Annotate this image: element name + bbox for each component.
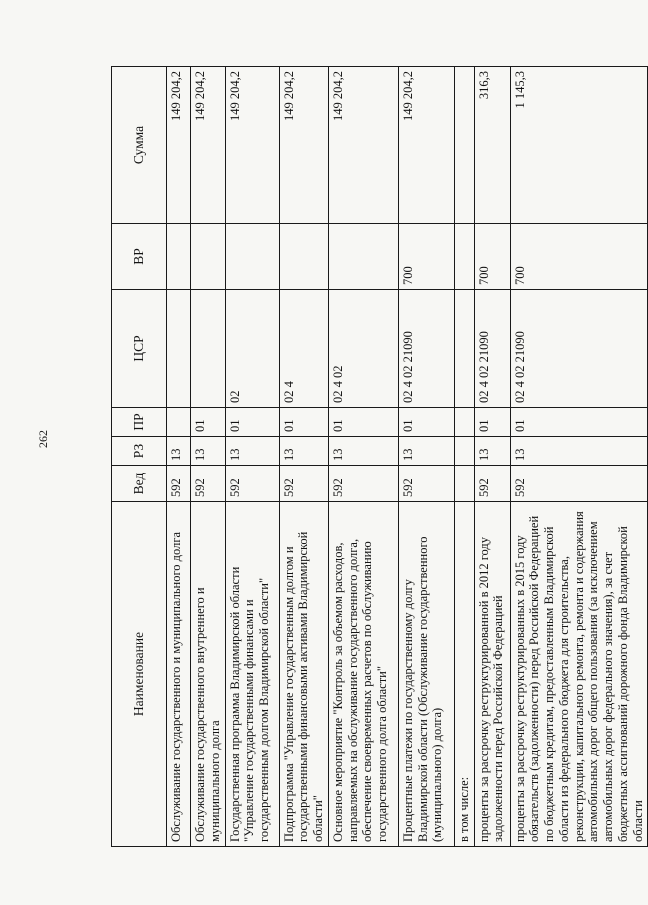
cell-ved: 592 bbox=[279, 466, 328, 502]
cell-name: Процентные платежи по государственному долгу Владимирской области (Обслуживание государственного (муниципального) долга) bbox=[398, 502, 454, 847]
cell-csr bbox=[167, 290, 191, 408]
header-rz: РЗ bbox=[112, 437, 167, 466]
cell-rz: 13 bbox=[510, 437, 648, 466]
cell-ved: 592 bbox=[167, 466, 191, 502]
cell-csr: 02 4 02 21090 bbox=[510, 290, 648, 408]
table-row bbox=[328, 67, 398, 847]
cell-rz: 13 bbox=[167, 437, 191, 466]
cell-name: Подпрограмма "Управление государственным долгом и государственными финансовыми активами Владимирской области" bbox=[279, 502, 328, 847]
cell-ved: 592 bbox=[191, 466, 226, 502]
cell-rz: 13 bbox=[328, 437, 398, 466]
cell-pr: 01 bbox=[398, 408, 454, 437]
cell-csr: 02 4 02 21090 bbox=[474, 290, 510, 408]
table-row bbox=[454, 67, 474, 847]
cell-csr bbox=[191, 290, 226, 408]
cell-ved: 592 bbox=[474, 466, 510, 502]
cell-ved: 592 bbox=[225, 466, 279, 502]
table-row bbox=[167, 67, 191, 847]
table-row bbox=[474, 67, 510, 847]
cell-vr: 700 bbox=[474, 224, 510, 290]
cell-pr bbox=[167, 408, 191, 437]
cell-ved: 592 bbox=[510, 466, 648, 502]
cell-ved: 592 bbox=[328, 466, 398, 502]
cell-rz: 13 bbox=[474, 437, 510, 466]
cell-pr: 01 bbox=[225, 408, 279, 437]
table-container bbox=[111, 67, 645, 847]
header-vr: ВР bbox=[112, 224, 167, 290]
table-row bbox=[225, 67, 279, 847]
cell-csr: 02 4 02 bbox=[328, 290, 398, 408]
table-header-row bbox=[112, 67, 167, 847]
page-number: 262 bbox=[36, 430, 50, 448]
cell-name: Обслуживание государственного и муниципального долга bbox=[167, 502, 191, 847]
cell-rz bbox=[454, 437, 474, 466]
cell-vr bbox=[279, 224, 328, 290]
cell-csr: 02 4 02 21090 bbox=[398, 290, 454, 408]
cell-csr bbox=[454, 290, 474, 408]
table-row bbox=[398, 67, 454, 847]
header-ved: Вед bbox=[112, 466, 167, 502]
cell-name: Основное мероприятие "Контроль за объемом расходов, направляемых на обслуживание государственного долга, обеспечение своевременных расчетов по обслуживанию государственного долга области" bbox=[328, 502, 398, 847]
cell-vr bbox=[328, 224, 398, 290]
header-name: Наименование bbox=[112, 502, 167, 847]
cell-ved bbox=[454, 466, 474, 502]
cell-vr bbox=[225, 224, 279, 290]
cell-sum: 149 204,2 bbox=[279, 67, 328, 224]
header-pr: ПР bbox=[112, 408, 167, 437]
cell-pr: 01 bbox=[191, 408, 226, 437]
cell-pr: 01 bbox=[279, 408, 328, 437]
cell-sum: 149 204,2 bbox=[167, 67, 191, 224]
header-sum: Сумма bbox=[112, 67, 167, 224]
cell-csr: 02 4 bbox=[279, 290, 328, 408]
cell-pr: 01 bbox=[510, 408, 648, 437]
cell-rz: 13 bbox=[191, 437, 226, 466]
cell-vr: 700 bbox=[510, 224, 648, 290]
table-row bbox=[279, 67, 328, 847]
cell-pr: 01 bbox=[474, 408, 510, 437]
cell-ved: 592 bbox=[398, 466, 454, 502]
cell-sum: 316,3 bbox=[474, 67, 510, 224]
header-csr: ЦСР bbox=[112, 290, 167, 408]
cell-vr bbox=[454, 224, 474, 290]
cell-vr bbox=[167, 224, 191, 290]
cell-rz: 13 bbox=[398, 437, 454, 466]
cell-name: проценты за рассрочку реструктурированных в 2015 году обязательств (задолженности) перед Российской Федерацией по бюджетным кредитам, предоставленным Владимирской области из федерального бюджета для строительства, реконструкции, капитального ремонта, ремонта и содержания автомобильных дорог общего пользования (за исключением автомобильных дорог федерального значения), за счет бюджетных ассигнований дорожного фонда Владимирской области bbox=[510, 502, 648, 847]
table-row bbox=[510, 67, 648, 847]
cell-sum: 149 204,2 bbox=[225, 67, 279, 224]
cell-rz: 13 bbox=[225, 437, 279, 466]
cell-name: проценты за рассрочку реструктурированной в 2012 году задолженности перед Российской Федерацией bbox=[474, 502, 510, 847]
cell-csr: 02 bbox=[225, 290, 279, 408]
cell-rz: 13 bbox=[279, 437, 328, 466]
cell-pr: 01 bbox=[328, 408, 398, 437]
cell-vr bbox=[191, 224, 226, 290]
cell-pr bbox=[454, 408, 474, 437]
cell-sum: 149 204,2 bbox=[398, 67, 454, 224]
budget-table bbox=[111, 66, 648, 847]
cell-name: Обслуживание государственного внутреннего и муниципального долга bbox=[191, 502, 226, 847]
cell-vr: 700 bbox=[398, 224, 454, 290]
cell-name: в том числе: bbox=[454, 502, 474, 847]
table-row bbox=[191, 67, 226, 847]
cell-sum: 1 145,3 bbox=[510, 67, 648, 224]
cell-sum: 149 204,2 bbox=[328, 67, 398, 224]
cell-sum: 149 204,2 bbox=[191, 67, 226, 224]
cell-name: Государственная программа Владимирской области "Управление государственными финансами и государственным долгом Владимирской области" bbox=[225, 502, 279, 847]
cell-sum bbox=[454, 67, 474, 224]
